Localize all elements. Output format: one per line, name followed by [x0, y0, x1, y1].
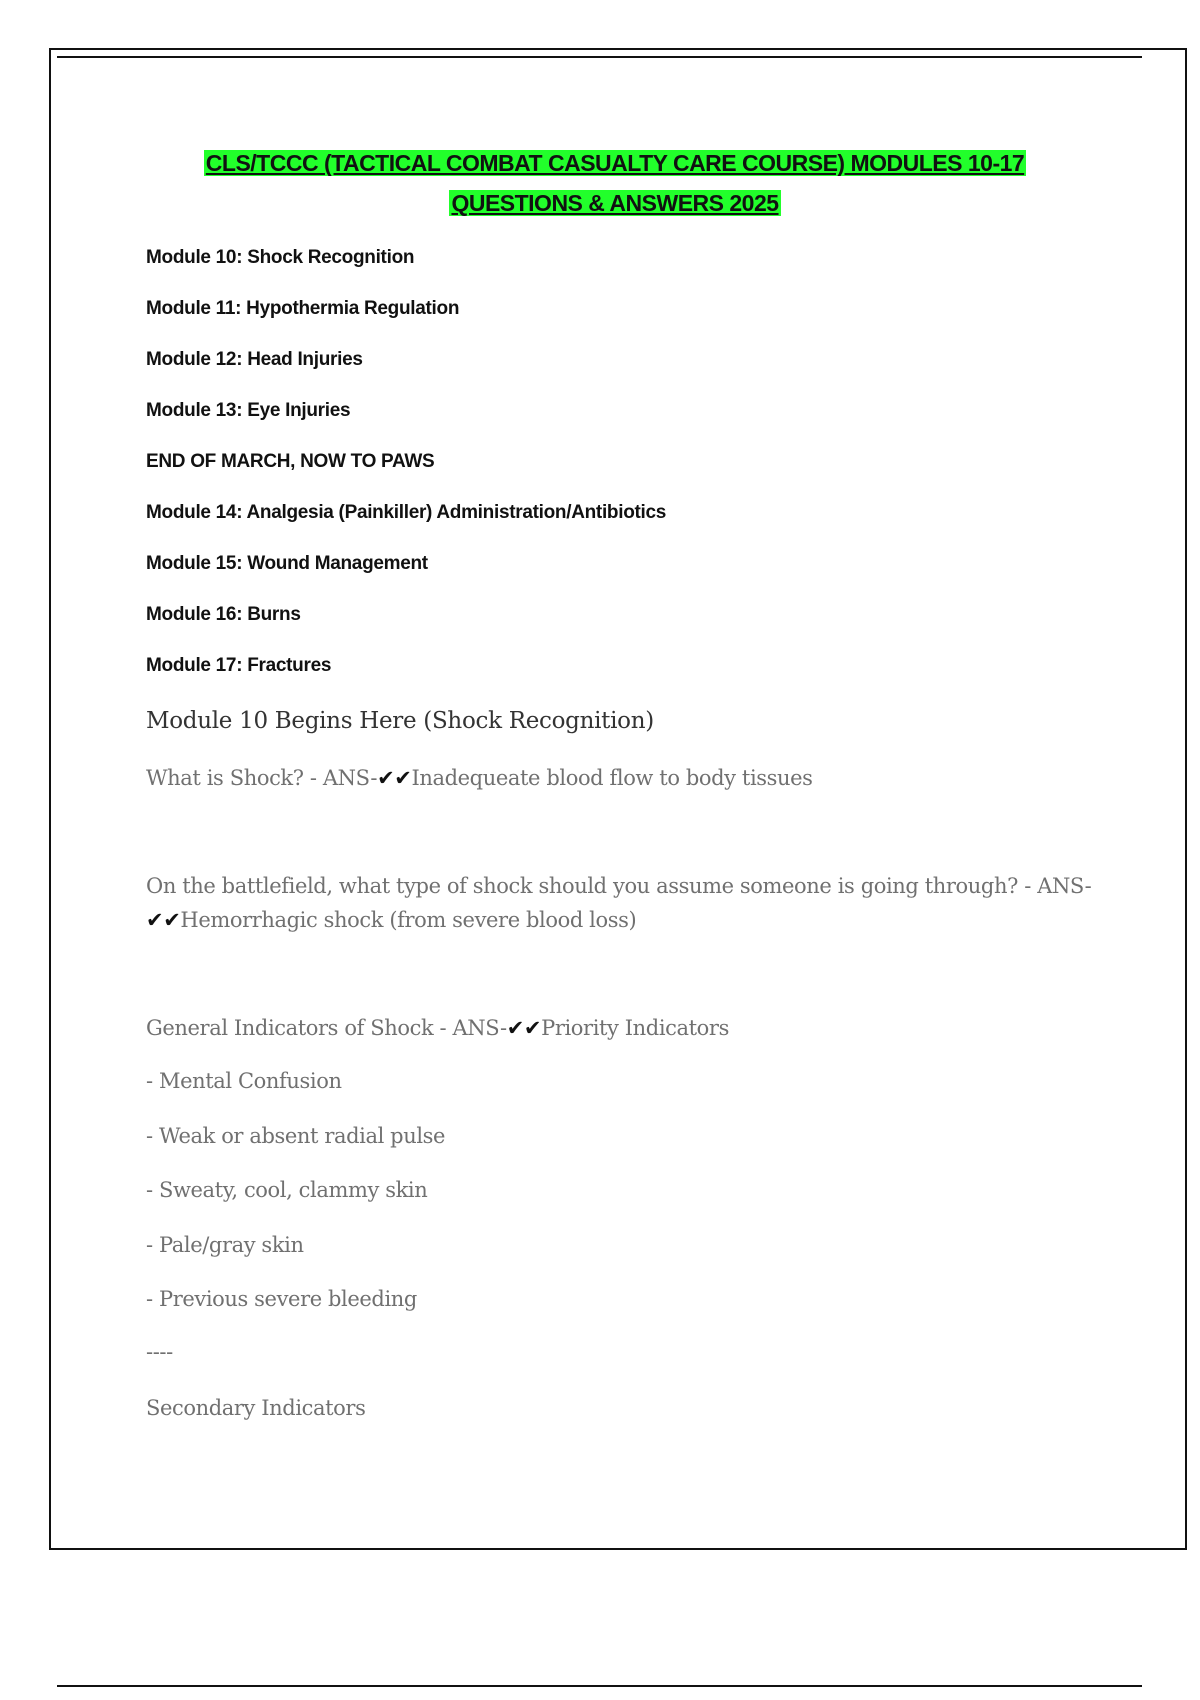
question-text: General Indicators of Shock - ANS-: [146, 1016, 507, 1040]
document-title: [100, 143, 1130, 223]
module-item: Module 11: Hypothermia Regulation: [146, 298, 460, 319]
check-icon: ✔✔: [146, 908, 181, 932]
qa-item: [146, 1011, 1106, 1045]
header-rule: [57, 56, 1142, 58]
check-icon: ✔✔: [506, 1016, 542, 1040]
answer-text: Inadequeate blood flow to body tissues: [411, 766, 813, 790]
indicator-item: - Sweaty, cool, clammy skin: [146, 1178, 428, 1202]
title-line-1: CLS/TCCC (TACTICAL COMBAT CASUALTY CARE COURSE) MODULES 10-17: [205, 150, 1025, 176]
module-item: Module 12: Head Injuries: [146, 349, 363, 370]
question-text: On the battlefield, what type of shock should you assume someone is going through? - ANS-: [146, 874, 1092, 898]
section-heading: Module 10 Begins Here (Shock Recognition): [146, 708, 654, 734]
module-item: Module 16: Burns: [146, 604, 301, 625]
footer-rule: [57, 1685, 1142, 1687]
indicator-item: - Pale/gray skin: [146, 1233, 304, 1257]
module-item: Module 15: Wound Management: [146, 553, 428, 574]
module-item: Module 10: Shock Recognition: [146, 247, 415, 268]
qa-item: [146, 761, 1106, 795]
indicator-item: - Previous severe bleeding: [146, 1287, 417, 1311]
check-icon: ✔✔: [377, 766, 412, 790]
qa-item: [146, 869, 1106, 937]
module-item: Module 17: Fractures: [146, 655, 332, 676]
indicator-subheading: Secondary Indicators: [146, 1396, 366, 1420]
indicator-item: - Weak or absent radial pulse: [146, 1124, 446, 1148]
question-text: What is Shock? - ANS-: [146, 766, 378, 790]
module-item: Module 14: Analgesia (Painkiller) Administration/Antibiotics: [146, 502, 667, 523]
indicator-item: - Mental Confusion: [146, 1069, 342, 1093]
module-item: END OF MARCH, NOW TO PAWS: [146, 451, 435, 472]
title-line-2: QUESTIONS & ANSWERS 2025: [451, 190, 779, 216]
module-item: Module 13: Eye Injuries: [146, 400, 351, 421]
answer-text: Priority Indicators: [541, 1016, 729, 1040]
module-list: [146, 246, 666, 705]
answer-text: Hemorrhagic shock (from severe blood loss): [180, 908, 637, 932]
indicator-separator: ----: [146, 1340, 173, 1364]
